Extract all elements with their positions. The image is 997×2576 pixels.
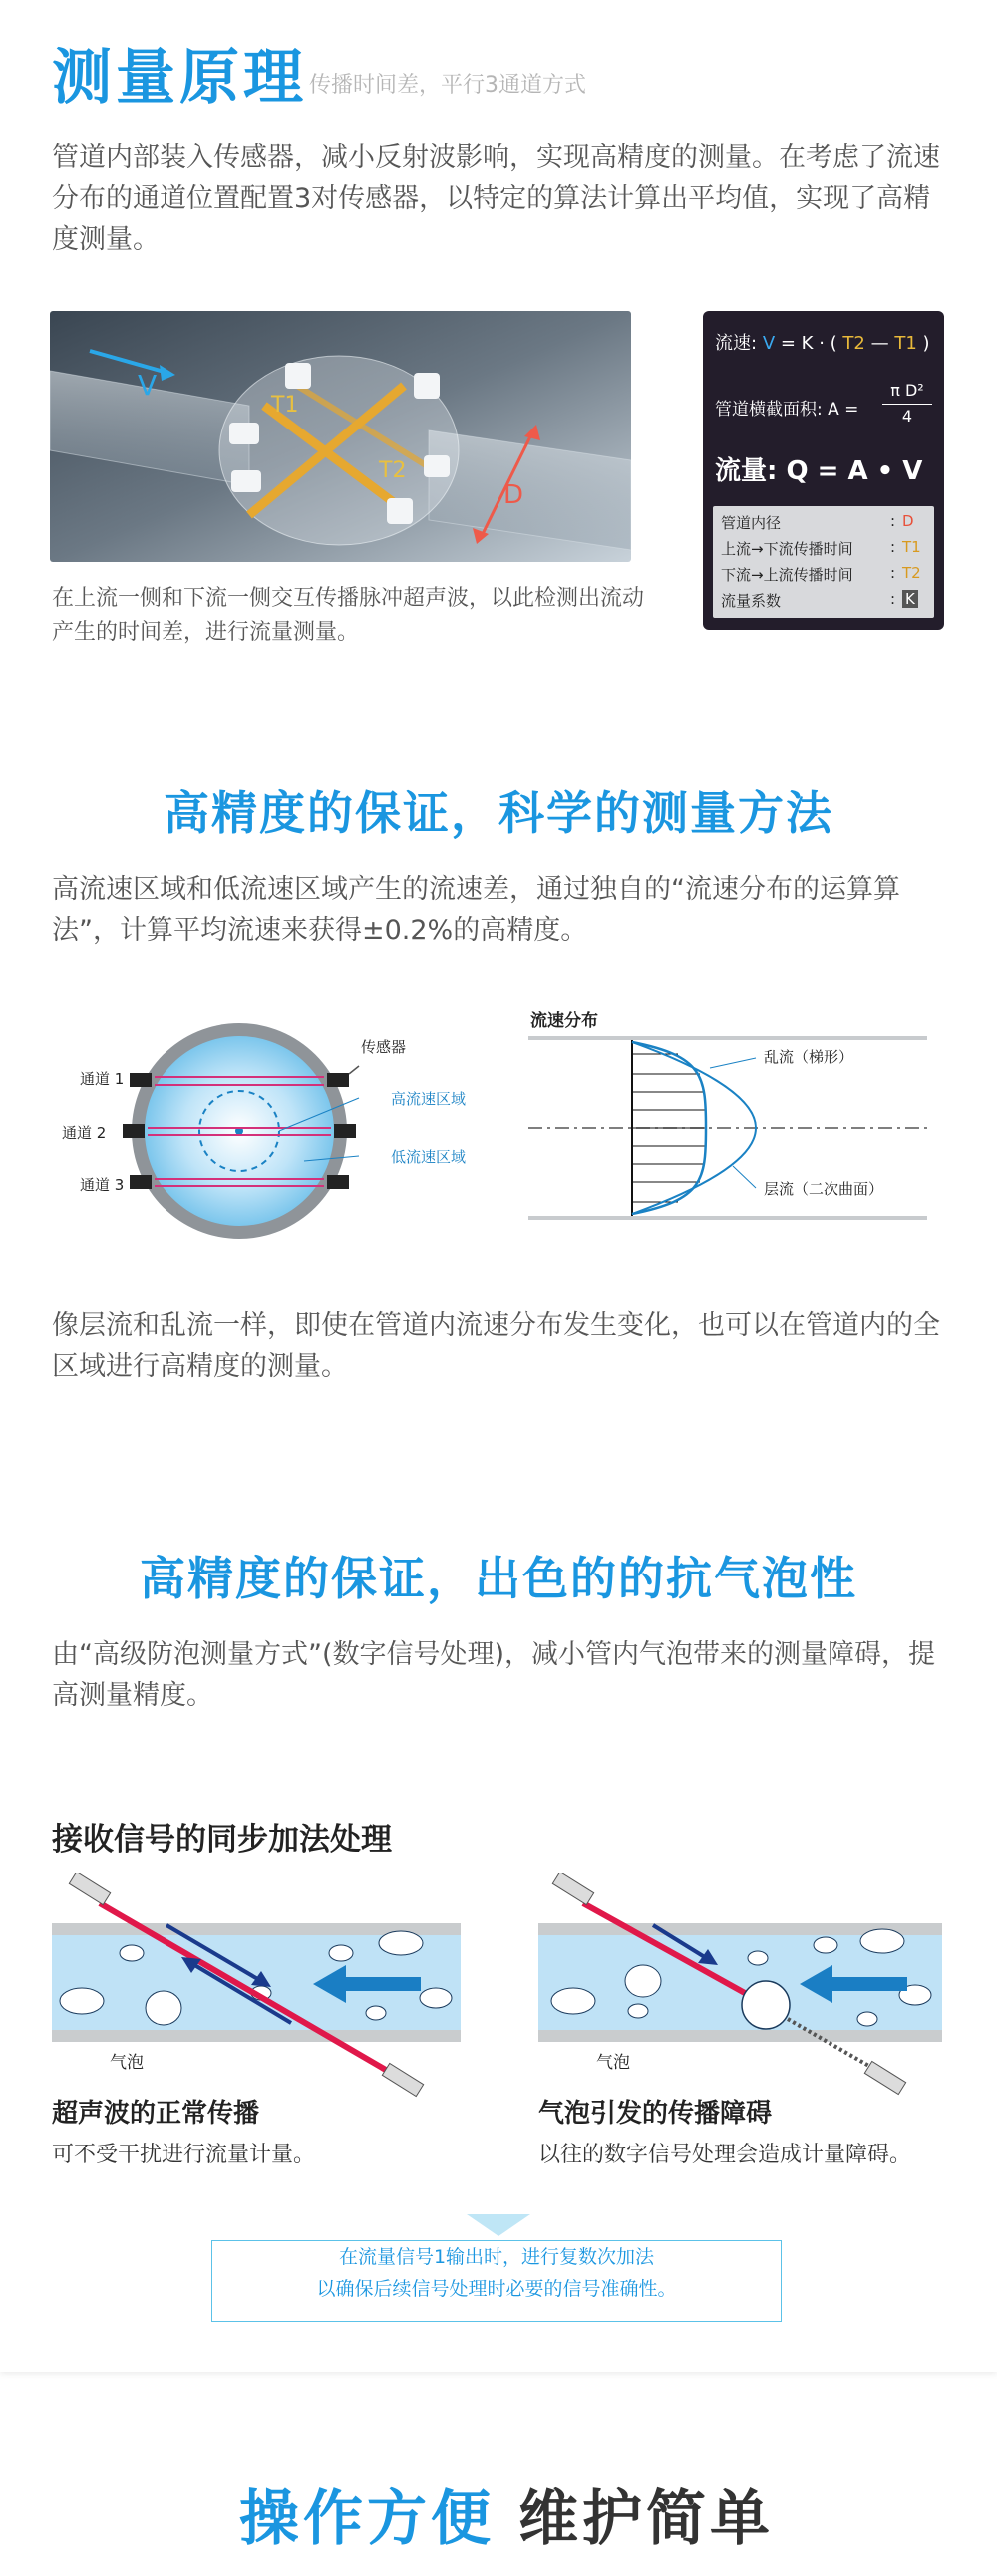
area-formula: 管道横截面积: A = [715, 400, 859, 420]
formula-minus: — [870, 333, 895, 354]
flow-equation: 流量: Q = A • V [715, 456, 923, 486]
flow-profile-diagram [528, 1006, 937, 1236]
normal-propagation-sub: 可不受干扰进行流量计量。 [52, 2143, 316, 2167]
bubble-obstruction-title: 气泡引发的传播障碍 [538, 2099, 773, 2129]
flow-speed-label: 流速: [715, 333, 758, 354]
bubble-label-left: 气泡 [110, 2053, 144, 2073]
bubble-label-right: 气泡 [596, 2053, 630, 2073]
note-line-1: 在流量信号1输出时，进行复数次加法 [338, 2246, 655, 2268]
velocity-label: V [138, 369, 158, 402]
footer-title-easy-operation: 操作方便 [239, 2484, 495, 2554]
section-title-method: 高精度的保证，科学的测量方法 [164, 786, 833, 840]
method-paragraph-2: 像层流和乱流一样，即使在管道内流速分布发生变化，也可以在管道内的全区域进行高精度的测量。 [52, 1310, 940, 1382]
flow-speed-formula [715, 329, 930, 355]
high-speed-zone-label: 高流速区域 [391, 1090, 467, 1108]
channel-diagram [60, 1016, 518, 1246]
low-speed-zone-label: 低流速区域 [391, 1148, 467, 1166]
var-row-2-value: T1 [902, 538, 921, 556]
turbulent-label: 乱流（梯形） [764, 1048, 854, 1066]
var-row-4-colon: : [890, 590, 896, 608]
var-row-3-colon: : [890, 564, 896, 582]
principle-caption: 在上流一侧和下流一侧交互传播脉冲超声波，以此检测出流动产生的时间差，进行流量测量。 [52, 586, 645, 645]
normal-propagation-title: 超声波的正常传播 [52, 2099, 260, 2129]
channel-3-label: 通道 3 [80, 1176, 125, 1194]
normal-propagation-diagram [52, 1873, 471, 2113]
flowmeter-image [50, 311, 631, 562]
variable-table [713, 506, 934, 618]
channel-1-label: 通道 1 [80, 1070, 125, 1088]
bubble-paragraph: 由“高级防泡测量方式”(数字信号处理)，减小管内气泡带来的测量障碍，提高测量精度。 [52, 1639, 936, 1711]
t2-label: T2 [379, 458, 407, 483]
sync-addition-label: 接收信号的同步加法处理 [52, 1822, 392, 1858]
flow-speed-expr: = K · ( [780, 333, 837, 354]
formula-t2: T2 [842, 333, 865, 354]
formula-close: ) [922, 333, 930, 354]
area-numerator: π D² [890, 381, 924, 400]
var-row-1-value: D [902, 512, 914, 530]
var-row-4-label: 流量系数 [721, 592, 782, 610]
section-title-bubble: 高精度的保证，出色的的抗气泡性 [140, 1552, 857, 1605]
sync-addition-note [211, 2240, 782, 2322]
footer-title-easy-maintenance: 维护简单 [518, 2484, 774, 2554]
section-subtitle-principle: 传播时间差，平行3通道方式 [309, 73, 586, 98]
t1-label: T1 [271, 393, 299, 418]
principle-paragraph: 管道内部装入传感器，减小反射波影响，实现高精度的测量。在考虑了流速分布的通道位置配置3对传感器，以特定的算法计算出平均值，实现了高精度测量。 [52, 143, 940, 255]
var-row-3-label: 下流→上流传播时间 [721, 566, 853, 584]
area-denominator: 4 [901, 407, 913, 426]
formula-t1: T1 [894, 333, 917, 354]
flow-profile-title: 流速分布 [530, 1011, 598, 1031]
var-row-1-label: 管道内径 [721, 514, 782, 532]
bubble-obstruction-sub: 以往的数字信号处理会造成计量障碍。 [538, 2143, 912, 2167]
note-line-2: 以确保后续信号处理时必要的信号准确性。 [316, 2278, 677, 2300]
section-title-principle: 测量原理 [52, 43, 307, 113]
var-row-1-colon: : [890, 512, 896, 530]
var-row-2-colon: : [890, 538, 896, 556]
flow-speed-v: V [762, 333, 776, 354]
var-row-2-label: 上流→下流传播时间 [721, 540, 853, 558]
formula-panel [703, 311, 944, 630]
bubble-obstruction-diagram [538, 1873, 957, 2113]
channel-2-label: 通道 2 [62, 1124, 107, 1142]
fraction-bar [882, 404, 932, 405]
sensor-label: 传感器 [361, 1038, 407, 1056]
diameter-label: D [503, 480, 524, 510]
laminar-label: 层流（二次曲面） [764, 1180, 884, 1198]
down-arrow-icon [467, 2214, 530, 2236]
var-row-4-value: K [902, 590, 918, 608]
method-paragraph: 高流速区域和低流速区域产生的流速差，通过独自的“流速分布的运算算法”，计算平均流速来获得±0.2%的高精度。 [52, 874, 900, 946]
var-row-3-value: T2 [902, 564, 921, 582]
